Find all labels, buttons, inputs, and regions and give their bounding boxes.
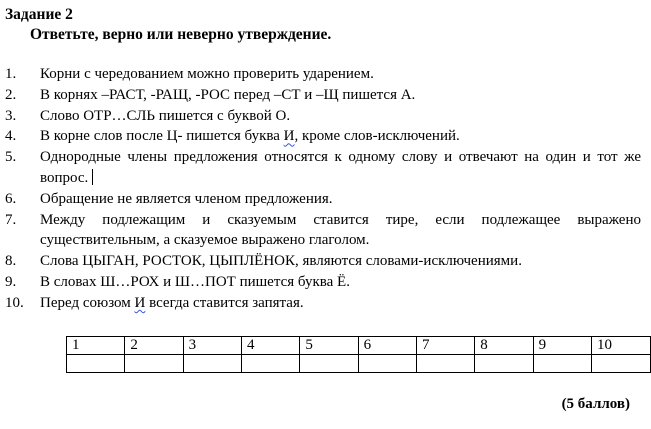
text-cursor [92, 169, 93, 185]
question-item [0, 293, 651, 314]
question-text-part: , кроме слов-исключений. [294, 128, 460, 145]
answer-table-header-cell: 6 [358, 337, 416, 355]
answer-table-header-cell: 2 [125, 337, 183, 355]
answer-cell[interactable] [183, 355, 241, 373]
spellcheck-marked-word: И [283, 128, 295, 145]
answer-cell[interactable] [300, 355, 358, 373]
question-text [40, 128, 460, 144]
question-text-part: В корне слов после Ц- пишется буква [40, 128, 284, 145]
question-number: 10. [5, 294, 24, 311]
spellcheck-marked-word: И [134, 294, 146, 311]
answer-table-answer-row [67, 355, 651, 373]
question-item [0, 147, 651, 189]
question-number: 6. [5, 190, 17, 207]
answer-table-header-cell: 1 [67, 337, 125, 355]
question-item [0, 251, 651, 272]
question-number: 2. [5, 86, 17, 103]
question-list [0, 64, 651, 314]
answer-cell[interactable] [358, 355, 416, 373]
question-item [0, 189, 651, 210]
question-text: Между подлежащим и сказуемым ставится тире, если подлежащее выражено существительным, а сказуемое выражено глаголом. [40, 211, 641, 249]
answer-cell[interactable] [241, 355, 299, 373]
answer-table-header-cell: 8 [475, 337, 533, 355]
answer-table-header-cell: 7 [416, 337, 474, 355]
question-text: В словах Ш…РОХ и Ш…ПОТ пишется буква Ё. [40, 273, 350, 290]
question-number: 3. [5, 107, 17, 124]
answer-cell[interactable] [533, 355, 591, 373]
question-number: 4. [5, 128, 17, 145]
question-item [0, 210, 651, 252]
answer-table-header-cell: 5 [300, 337, 358, 355]
question-text: В корнях –РАСТ, -РАЩ, -РОС перед –СТ и –Щ пишется А. [40, 86, 416, 103]
question-item [0, 126, 651, 147]
score-label: (5 баллов) [561, 396, 630, 412]
question-text: Корни с чередованием можно проверить ударением. [40, 66, 374, 82]
answer-table-header-cell: 4 [241, 337, 299, 355]
task-title: Задание 2 [5, 6, 73, 23]
answer-cell[interactable] [591, 355, 650, 373]
answer-table-header-cell: 3 [183, 337, 241, 355]
question-item [0, 64, 651, 85]
task-instruction: Ответьте, верно или неверно утверждение. [30, 26, 332, 43]
answer-table-header-row [67, 337, 651, 355]
question-item [0, 272, 651, 293]
question-number: 5. [5, 149, 17, 166]
answer-cell[interactable] [67, 355, 125, 373]
question-text: Обращение не является членом предложения. [40, 190, 333, 207]
question-text: Однородные члены предложения относятся к одному слову и отвечают на один и тот же вопрос. [40, 149, 641, 186]
question-text: Слово ОТР…СЛЬ пишется с буквой О. [40, 107, 291, 124]
question-text: Слова ЦЫГАН, РОСТОК, ЦЫПЛЁНОК, являются словами-исключениями. [40, 253, 522, 270]
question-number: 1. [5, 66, 17, 82]
answer-cell[interactable] [125, 355, 183, 373]
answer-table-header-cell: 9 [533, 337, 591, 355]
answer-table-header-cell: 10 [591, 337, 650, 355]
question-number: 7. [5, 211, 17, 228]
question-text-part: всегда ставится запятая. [145, 294, 304, 311]
question-item [0, 85, 651, 106]
question-text-part: Перед союзом [40, 294, 135, 311]
question-text [40, 295, 304, 311]
question-number: 8. [5, 253, 17, 270]
question-number: 9. [5, 273, 17, 290]
answer-table [66, 336, 651, 373]
answer-cell[interactable] [475, 355, 533, 373]
question-item [0, 106, 651, 127]
answer-cell[interactable] [416, 355, 474, 373]
